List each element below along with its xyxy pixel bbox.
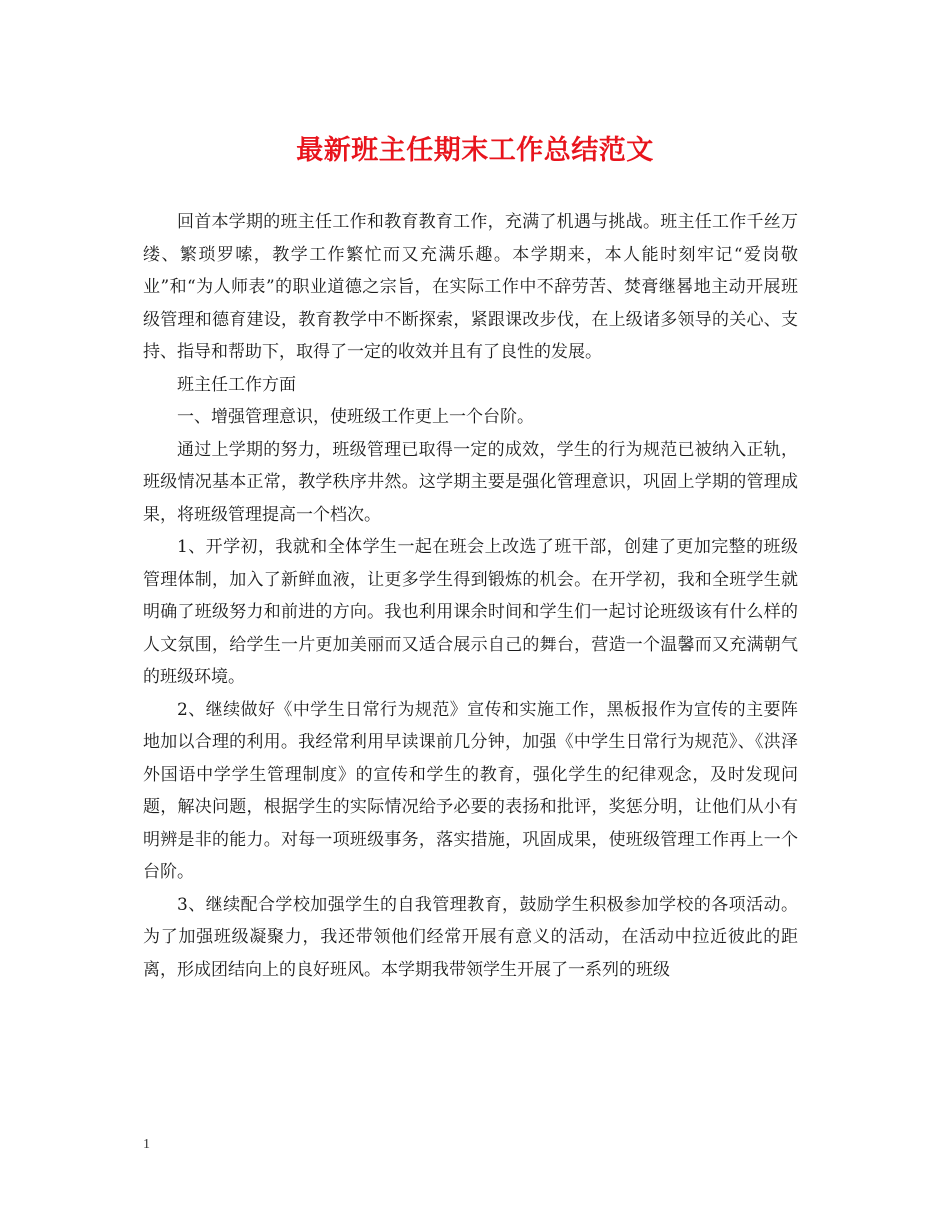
- paragraph-management: 通过上学期的努力，班级管理已取得一定的成效，学生的行为规范已被纳入正轨，班级情况基本正常，教学秩序井然。这学期主要是强化管理意识，巩固上学期的管理成果，将班级管理提高一个档次。: [143, 439, 798, 525]
- paragraph-item-1: 1、开学初，我就和全体学生一起在班会上改选了班干部，创建了更加完整的班级管理体制，加入了新鲜血液，让更多学生得到锻炼的机会。在开学初，我和全班学生就明确了班级努力和前进的方向。我也利用课余时间和学生们一起讨论班级该有什么样的人文氛围，给学生一片更加美丽而又适合展示自己的舞台，营造一个温馨而又充满朝气的班级环境。: [143, 537, 798, 687]
- paragraph-item-2: 2、继续做好《中学生日常行为规范》宣传和实施工作，黑板报作为宣传的主要阵地加以合理的利用。我经常利用早读课前几分钟，加强《中学生日常行为规范》、《洪泽外国语中学学生管理制度》的宣传和学生的教育，强化学生的纪律观念，及时发现问题，解决问题，根据学生的实际情况给予必要的表扬和批评，奖惩分明，让他们从小有明辨是非的能力。对每一项班级事务，落实措施，巩固成果，使班级管理工作再上一个台阶。: [143, 699, 798, 882]
- paragraph-intro: 回首本学期的班主任工作和教育教育工作，充满了机遇与挑战。班主任工作千丝万缕、繁琐罗嗦，教学工作繁忙而又充满乐趣。本学期来，本人能时刻牢记“爱岗敬业”和“为人师表”的职业道德之宗旨，在实际工作中不辞劳苦、焚膏继晷地主动开展班级管理和德育建设，教育教学中不断探索，紧跟课改步伐，在上级诸多领导的关心、支持、指导和帮助下，取得了一定的收效并且有了良性的发展。: [143, 212, 798, 362]
- paragraph-item-3: 3、继续配合学校加强学生的自我管理教育，鼓励学生积极参加学校的各项活动。为了加强班级凝聚力，我还带领他们经常开展有意义的活动，在活动中拉近彼此的距离，形成团结向上的良好班风。本学期我带领学生开展了一系列的班级: [143, 894, 798, 980]
- page-number: 1: [143, 1137, 150, 1152]
- subheading-management: 一、增强管理意识，使班级工作更上一个台阶。: [177, 407, 534, 427]
- document-title: 最新班主任期末工作总结范文: [296, 135, 654, 166]
- section-heading-class-work: 班主任工作方面: [177, 374, 296, 395]
- document-body: [143, 206, 798, 986]
